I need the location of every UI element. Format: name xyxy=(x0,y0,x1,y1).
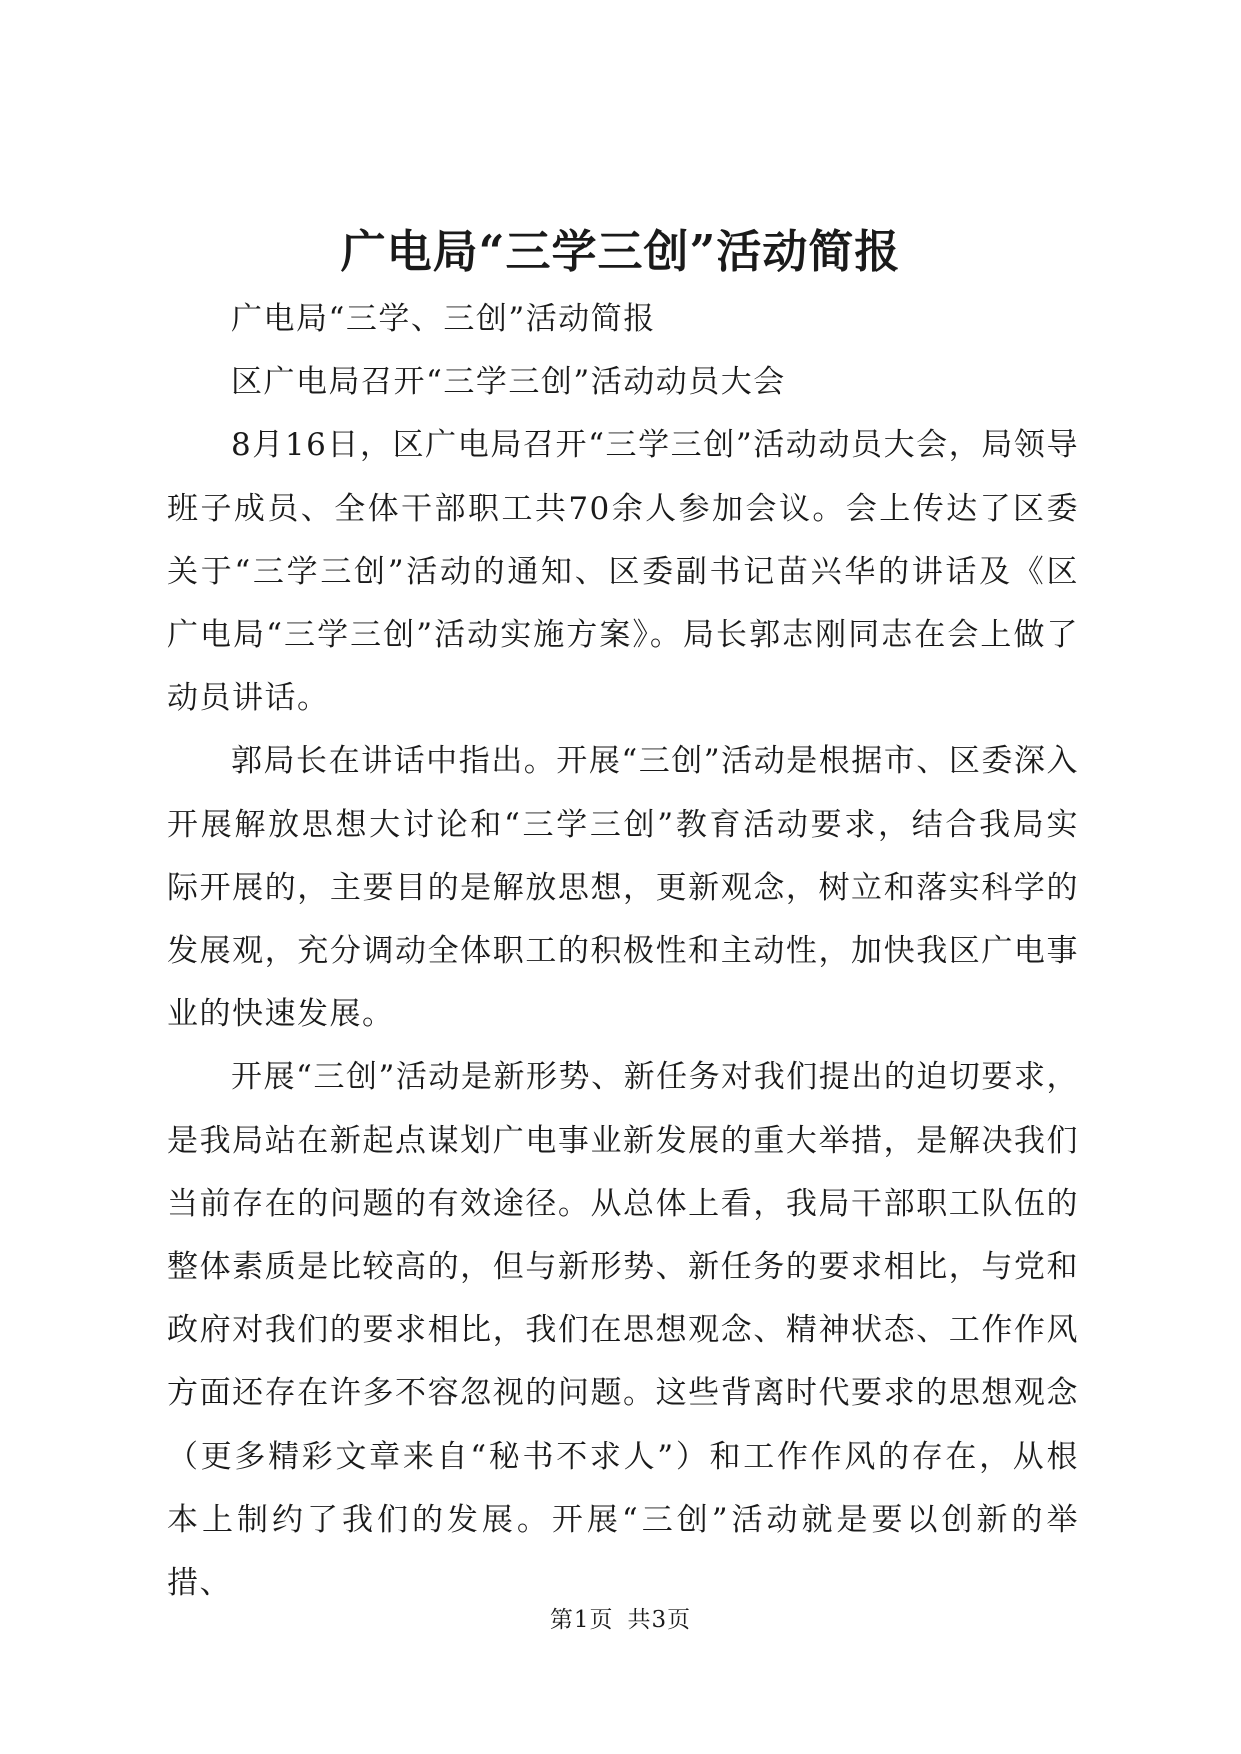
heading-paragraph: 区广电局召开“三学三创”活动动员大会 xyxy=(231,364,786,401)
page-number: 第1页 xyxy=(549,1607,614,1633)
document-title: 广电局“三学三创”活动简报 xyxy=(340,225,901,278)
body-paragraph: 郭局长在讲话中指出。开展“三创”活动是根据市、区委深入开展解放思想大讨论和“三学三创”教育活动要求，结合我局实际开展的，主要目的是解放思想，更新观念，树立和落实科学的发展观，充分调动全体职工的积极性和主动性，加快我区广电事业的快速发展。 xyxy=(167,743,1079,1033)
page-footer xyxy=(0,1605,1241,1635)
body-paragraph: 8月16日，区广电局召开“三学三创”活动动员大会，局领导班子成员、全体干部职工共70余人参加会议。会上传达了区委关于“三学三创”活动的通知、区委副书记苗兴华的讲话及《区广电局“三学三创”活动实施方案》。局长郭志刚同志在会上做了动员讲话。 xyxy=(167,427,1079,717)
document-body xyxy=(167,288,1079,1615)
subtitle-paragraph: 广电局“三学、三创”活动简报 xyxy=(231,301,656,337)
page-total: 共3页 xyxy=(627,1607,692,1633)
body-paragraph: 开展“三创”活动是新形势、新任务对我们提出的迫切要求，是我局站在新起点谋划广电事业新发展的重大举措，是解决我们当前存在的问题的有效途径。从总体上看，我局干部职工队伍的整体素质是比较高的，但与新形势、新任务的要求相比，与党和政府对我们的要求相比，我们在思想观念、精神状态、工作作风方面还存在许多不容忽视的问题。这些背离时代要求的思想观念（更多精彩文章来自“秘书不求人”）和工作作风的存在，从根本上制约了我们的发展。开展“三创”活动就是要以创新的举措、 xyxy=(167,1059,1079,1602)
